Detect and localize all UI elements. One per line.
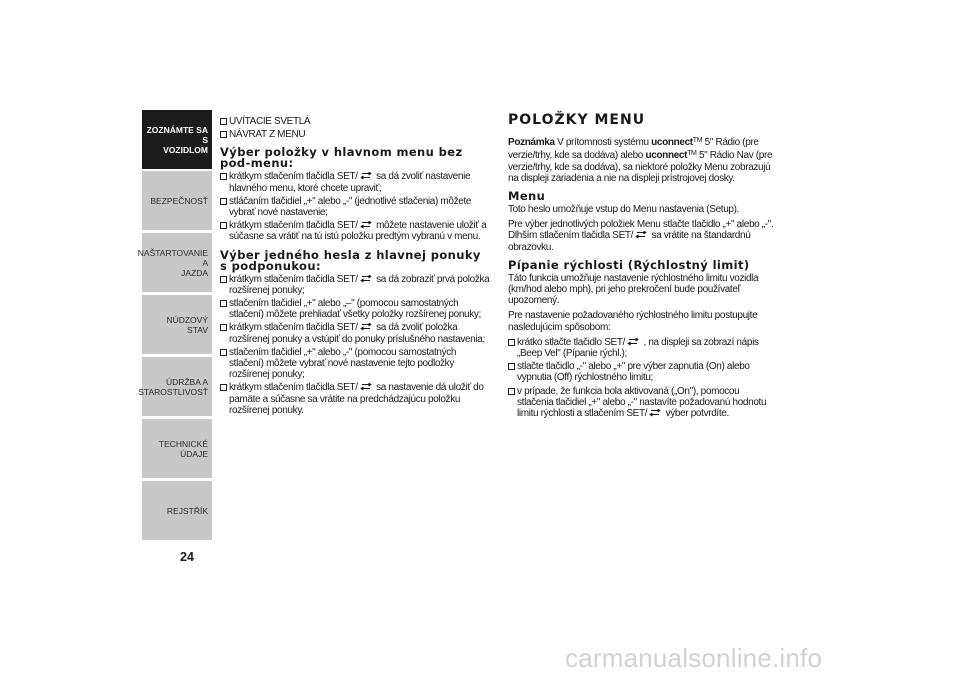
section-heading: Pípanie rýchlosti (Rýchlostný limit) — [508, 257, 750, 272]
list-item — [220, 196, 490, 218]
paragraph-text: Pre výber jednotlivých položiek Menu stlačte tlačidlo „+" alebo „-". Dlhším stlačením tlačidla SET/ — [508, 219, 774, 242]
tab-nastartovanie[interactable] — [137, 233, 212, 293]
item-text: NÁVRAT Z MENU — [229, 129, 306, 141]
note-text: 5" Rádio (pre verzie/trhy, kde sa dodáva) alebo — [508, 137, 759, 162]
list-item — [220, 129, 490, 140]
item-text: stláčaním tlačidiel „+" alebo „-" (jednotlivé stlačenia) môžete vybrať nové nastavenie; — [229, 195, 472, 219]
item-text: , na displeji sa zobrazí nápis „Beep Vel" (Pípanie rýchl.); — [517, 336, 759, 360]
list-item — [220, 347, 490, 381]
list-item — [220, 220, 490, 242]
tab-rejstrik[interactable] — [142, 481, 212, 541]
checkbox-square-icon — [220, 131, 227, 138]
item-text: sa nastavenie dá uložiť do pamäte a súčasne sa vrátite na predchádzajúcu položku rozšírenej ponuky. — [229, 382, 484, 416]
item-text: sa dá zvoliť položka rozšírenej ponuky a vstúpiť do ponuky príslušného nastavenia; — [229, 322, 485, 345]
item-text: stlačte tlačidlo „-" alebo „+" pre výber zapnutia (On) alebo vypnutia (Off) rýchlostného limitu; — [517, 361, 750, 384]
paragraph — [508, 219, 778, 253]
list-item — [508, 361, 778, 383]
tab-nudzovy-stav[interactable] — [142, 295, 212, 355]
checkbox-square-icon — [508, 363, 515, 370]
item-text: krátko stlačte tlačidlo SET/ — [517, 336, 626, 348]
tab-label: NÚDZOVÝ STAV — [166, 314, 208, 335]
left-column — [220, 116, 490, 418]
checkbox-square-icon — [508, 339, 515, 346]
set-return-arrow-icon — [359, 221, 373, 229]
tab-bezpecnost[interactable] — [142, 171, 212, 231]
tab-udrzba[interactable] — [138, 357, 212, 417]
checkbox-square-icon — [220, 324, 227, 331]
tab-label: ÚDRŽBA A STAROSTLIVOSŤ — [138, 376, 208, 397]
list-item — [220, 274, 490, 296]
tab-label: BEZPEČNOSŤ — [150, 195, 208, 206]
paragraph: Toto heslo umožňuje vstup do Menu nastavenia (Setup). — [508, 204, 740, 216]
item-text: krátkym stlačením tlačidla SET/ — [229, 220, 358, 232]
tab-label: REJSTŘÍK — [166, 505, 208, 516]
brand-name: uconnect — [645, 150, 688, 162]
set-return-arrow-icon — [359, 323, 373, 331]
paragraph-text: sa vrátite na štandardnú obrazovku. — [508, 230, 751, 253]
checkbox-square-icon — [220, 173, 227, 180]
chapter-sidebar — [137, 110, 212, 543]
tab-technicke-udaje[interactable] — [142, 419, 212, 479]
checkbox-square-icon — [220, 222, 227, 229]
note-paragraph — [508, 135, 778, 184]
paragraph: Pre nastavenie požadovaného rýchlostného limitu postupujte nasledujúcim spôsobom: — [508, 310, 758, 333]
list-item — [220, 298, 490, 320]
right-column — [508, 112, 778, 421]
list-item — [220, 171, 490, 193]
list-item — [220, 382, 490, 416]
list-item — [508, 337, 778, 359]
checkbox-square-icon — [508, 388, 515, 395]
item-text: sa dá zvoliť nastavenie hlavného menu, ktoré chcete upraviť; — [229, 171, 471, 194]
item-text: stlačením tlačidiel „+" alebo „-" (pomocou samostatných stlačení) môžete vybrať nové nastavenie tejto podložky rozšírenej ponuky; — [229, 346, 457, 381]
item-text: krátkym stlačením tlačidla SET/ — [229, 322, 358, 334]
section-heading: Výber jedného hesla z hlavnej ponuky s podponukou: — [220, 247, 481, 273]
set-return-arrow-icon — [359, 383, 373, 391]
trademark-mark: TM — [692, 137, 703, 145]
item-text: krátkym stlačením tlačidla SET/ — [229, 382, 358, 394]
set-return-arrow-icon — [359, 172, 373, 180]
set-return-arrow-icon — [634, 231, 648, 239]
section-heading: Menu — [508, 189, 546, 204]
list-item — [508, 386, 778, 420]
page-title: POLOŽKY MENU — [508, 112, 646, 128]
tab-label: TECHNICKÉ ÚDAJE — [158, 438, 208, 459]
item-text: sa dá zobraziť prvá položka rozšírenej ponuky; — [229, 273, 490, 296]
checkbox-square-icon — [220, 276, 227, 283]
checkbox-square-icon — [220, 384, 227, 391]
trademark-mark: TM — [687, 150, 697, 158]
paragraph: Táto funkcia umožňuje nastavenie rýchlostného limitu vozidla (km/hod alebo mph), pri jeho prekročení bude používateľ upozornený. — [508, 272, 759, 307]
item-text: stlačením tlačidiel „+" alebo „–" (pomocou samostatných stlačení) môžete prehliadať všetky položky rozšírenej ponuky; — [229, 298, 481, 321]
set-return-arrow-icon — [648, 409, 662, 417]
checkbox-square-icon — [220, 118, 227, 125]
page-number: 24 — [180, 550, 194, 564]
note-label: Poznámka — [508, 137, 555, 149]
list-item — [220, 322, 490, 344]
item-text: môžete nastavenie uložiť a súčasne sa vrátiť na tú istú položku predtým vybranú v menu. — [229, 220, 487, 243]
list-item — [220, 116, 490, 127]
set-return-arrow-icon — [359, 275, 373, 283]
brand-name: uconnect — [651, 137, 693, 149]
tab-label: ZOZNÁMTE SA S VOZIDLOM — [146, 124, 208, 155]
tab-zoznamte-sa[interactable] — [142, 110, 212, 170]
item-text: v prípade, že funkcia bola aktivovaná („On"), pomocou stlačenia tlačidiel „+" alebo „-" nastavíte požadovanú hodnotu limitu rýchlosti a stlačením SET/ — [517, 385, 767, 420]
checkbox-square-icon — [220, 198, 227, 205]
checkbox-square-icon — [220, 349, 227, 356]
checkbox-square-icon — [220, 300, 227, 307]
item-text: krátkym stlačením tlačidla SET/ — [229, 273, 358, 285]
set-return-arrow-icon — [626, 338, 640, 346]
item-text: UVÍTACIE SVETLÁ — [229, 116, 311, 127]
note-text: V prítomnosti systému — [554, 137, 652, 149]
note-text: 5" Rádio Nav (pre verzie/trhy, kde sa dodáva), sa niektoré položky Menu zobrazujú na displeji zariadenia a nie na displeji prístrojovej dosky. — [508, 150, 773, 184]
item-text: krátkym stlačením tlačidla SET/ — [229, 171, 358, 183]
item-text: výber potvrdíte. — [663, 408, 729, 420]
section-heading: Výber položky v hlavnom menu bez pod-menu: — [220, 145, 463, 171]
tab-label: NAŠTARTOVANIE A JAZDA — [137, 247, 208, 278]
watermark: carmanualsonline.info — [565, 643, 823, 673]
